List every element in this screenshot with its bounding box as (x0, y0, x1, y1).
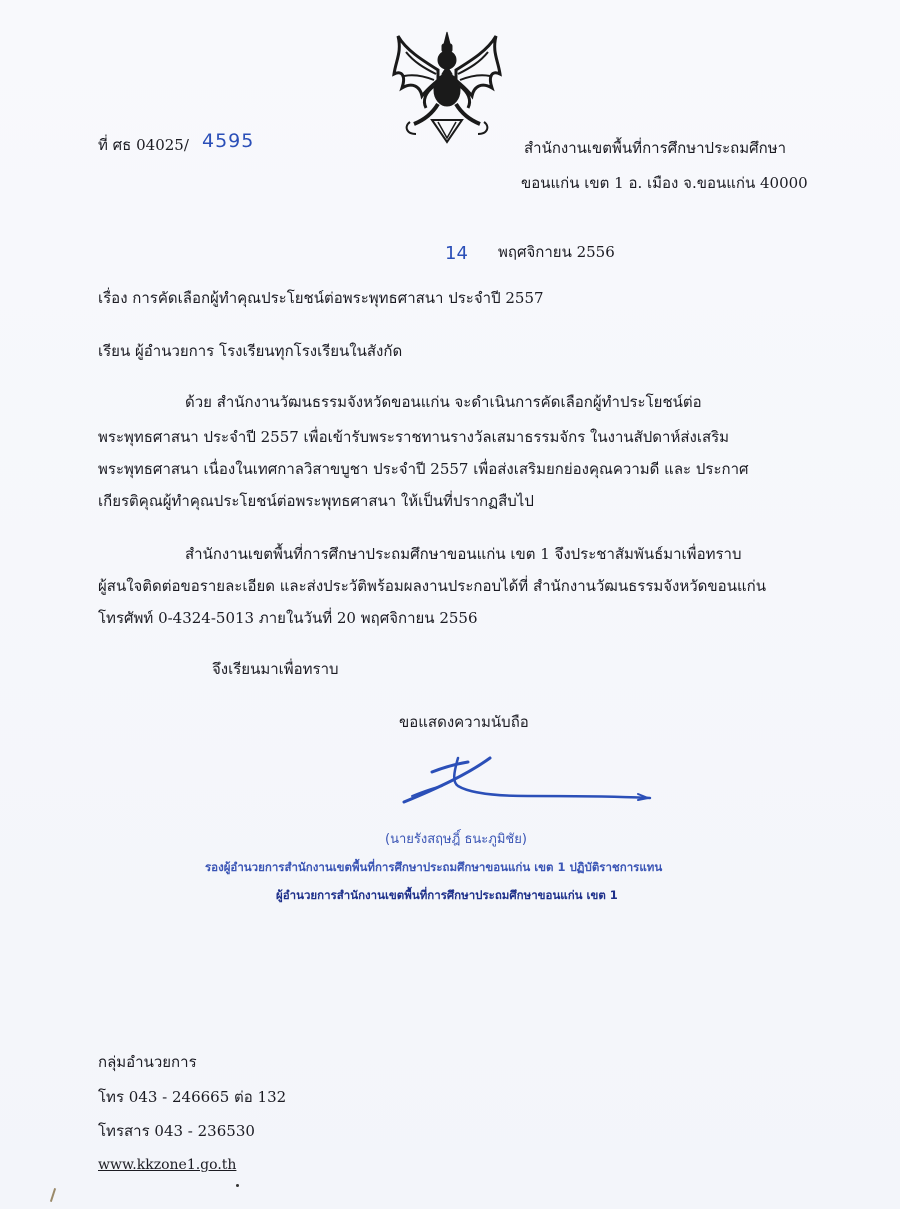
footer-telephone: โทร 043 - 246665 ต่อ 132 (98, 1088, 287, 1106)
body-paragraph2-line3: โทรศัพท์ 0-4324-5013 ภายในวันที่ 20 พฤศจิกายน 2556 (98, 609, 478, 627)
salutation-line: เรียน ผู้อำนวยการ โรงเรียนทุกโรงเรียนในสังกัด (98, 342, 403, 360)
footer-website-link[interactable]: www.kkzone1.go.th (98, 1157, 237, 1173)
body-paragraph1-line1: ด้วย สำนักงานวัฒนธรรมจังหวัดขอนแก่น จะดำเนินการคัดเลือกผู้ทำประโยชน์ต่อ (185, 393, 702, 411)
body-paragraph1-line2: พระพุทธศาสนา ประจำปี 2557 เพื่อเข้ารับพระราชทานรางวัลเสมาธรรมจักร ในงานสัปดาห์ส่งเสริม (98, 428, 730, 446)
handwritten-signature (398, 752, 658, 812)
body-paragraph1-line3: พระพุทธศาสนา เนื่องในเทศกาลวิสาขบูชา ประจำปี 2557 เพื่อส่งเสริมยกย่องคุณความดี และ ประกาศ (98, 460, 749, 478)
office-address-line2: ขอนแก่น เขต 1 อ. เมือง จ.ขอนแก่น 40000 (521, 174, 808, 192)
signatory-position-stamp-line2: ผู้อำนวยการสำนักงานเขตพื้นที่การศึกษาประถมศึกษาขอนแก่น เขต 1 (276, 888, 618, 902)
document-number-handwritten: 4595 (202, 130, 255, 152)
body-paragraph2-line1: สำนักงานเขตพื้นที่การศึกษาประถมศึกษาขอนแก่น เขต 1 จึงประชาสัมพันธ์มาเพื่อทราบ (185, 545, 742, 563)
closing-line: จึงเรียนมาเพื่อทราบ (212, 660, 339, 678)
regards-line: ขอแสดงความนับถือ (399, 713, 529, 731)
subject-line: เรื่อง การคัดเลือกผู้ทำคุณประโยชน์ต่อพระพุทธศาสนา ประจำปี 2557 (98, 289, 544, 307)
date-month-year: พฤศจิกายน 2556 (498, 243, 615, 261)
signatory-position-stamp-line1: รองผู้อำนวยการสำนักงานเขตพื้นที่การศึกษาประถมศึกษาขอนแก่น เขต 1 ปฏิบัติราชการแทน (205, 860, 663, 874)
date-day-handwritten: 14 (445, 243, 468, 264)
body-paragraph2-line2: ผู้สนใจติดต่อขอรายละเอียด และส่งประวัติพร้อมผลงานประกอบได้ที่ สำนักงานวัฒนธรรมจังหวัดขอนแก่น (98, 577, 766, 595)
garuda-emblem-icon (392, 30, 502, 145)
signatory-name-stamp: (นายรังสฤษฎิ์ ธนะภูมิชัย) (385, 832, 527, 847)
scan-speck (236, 1184, 239, 1187)
scan-mark (50, 1188, 56, 1202)
footer-fax: โทรสาร 043 - 236530 (98, 1122, 255, 1140)
footer-department: กลุ่มอำนวยการ (98, 1053, 197, 1071)
document-number-label: ที่ ศธ 04025/ (98, 136, 189, 154)
office-address-line1: สำนักงานเขตพื้นที่การศึกษาประถมศึกษา (524, 139, 787, 157)
body-paragraph1-line4: เกียรติคุณผู้ทำคุณประโยชน์ต่อพระพุทธศาสนา ให้เป็นที่ปรากฏสืบไป (98, 492, 534, 510)
